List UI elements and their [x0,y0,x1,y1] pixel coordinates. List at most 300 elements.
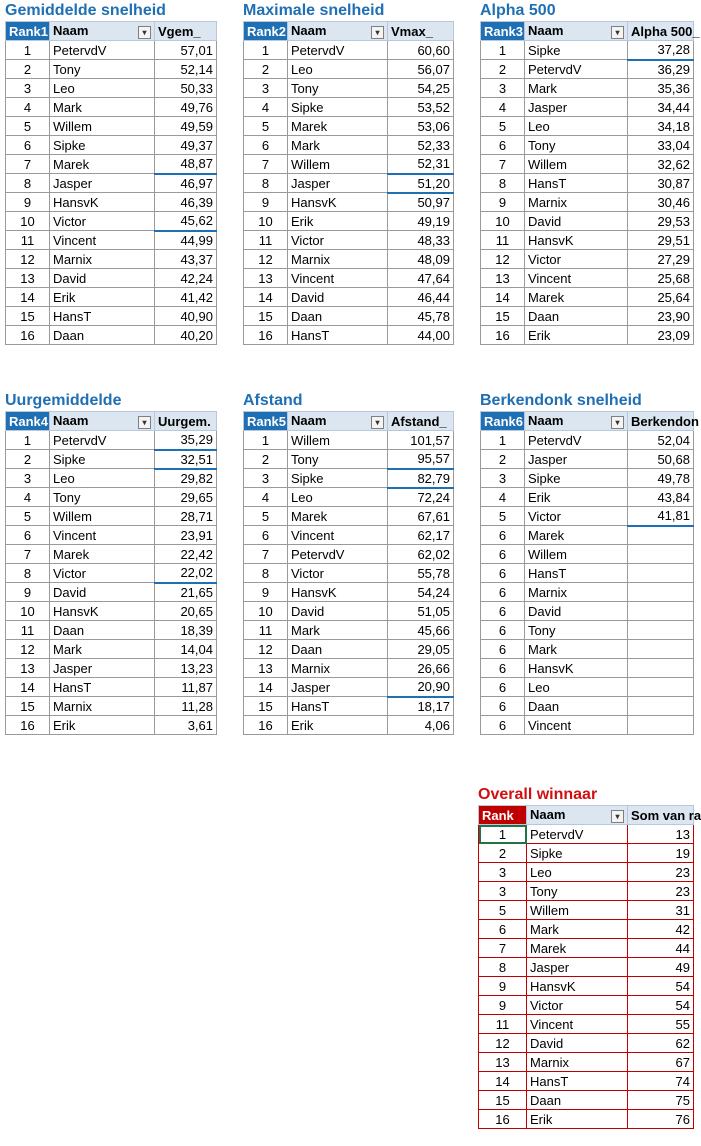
rank-cell[interactable]: 15 [481,307,525,326]
value-cell[interactable]: 35,29 [155,431,217,450]
name-cell[interactable]: PetervdV [525,431,628,450]
rank-cell[interactable]: 2 [6,450,50,469]
name-cell[interactable]: HansvK [50,193,155,212]
name-cell[interactable]: Marnix [50,250,155,269]
rank-cell[interactable]: 8 [6,174,50,193]
rank-cell[interactable]: 11 [479,1015,527,1034]
filter-sort-icon[interactable]: ▾ [611,26,624,39]
rank-cell[interactable]: 3 [481,469,525,488]
value-cell[interactable]: 49,78 [628,469,694,488]
value-cell[interactable]: 30,87 [628,174,694,193]
rank-cell[interactable]: 11 [6,231,50,250]
value-cell[interactable]: 55,78 [388,564,454,583]
value-cell[interactable] [628,583,694,602]
rank-cell[interactable]: 2 [481,60,525,79]
rank-cell[interactable]: 16 [244,326,288,345]
value-cell[interactable] [628,716,694,735]
name-cell[interactable]: Leo [288,60,388,79]
rank-header[interactable]: Rank1 [6,22,50,41]
value-cell[interactable]: 55 [628,1015,694,1034]
rank-cell[interactable]: 9 [244,583,288,602]
name-header[interactable] [50,22,155,41]
value-cell[interactable]: 50,33 [155,79,217,98]
filter-sort-icon[interactable]: ▾ [371,416,384,429]
rank-cell[interactable]: 14 [244,678,288,697]
rank-cell[interactable]: 2 [244,60,288,79]
name-cell[interactable]: Willem [288,155,388,174]
rank-header[interactable]: Rank5 [244,412,288,431]
value-header[interactable]: Som van ra [628,806,694,825]
rank-header[interactable]: Rank6 [481,412,525,431]
value-cell[interactable]: 49,19 [388,212,454,231]
rank-cell[interactable]: 9 [481,193,525,212]
name-cell[interactable]: Sipke [50,136,155,155]
value-cell[interactable]: 33,04 [628,136,694,155]
rank-cell[interactable]: 14 [244,288,288,307]
name-cell[interactable]: Erik [288,716,388,735]
rank-cell[interactable]: 12 [6,640,50,659]
value-cell[interactable]: 29,05 [388,640,454,659]
value-cell[interactable] [628,564,694,583]
value-header[interactable]: Vgem_ [155,22,217,41]
name-cell[interactable]: Mark [525,79,628,98]
name-cell[interactable]: Jasper [288,678,388,697]
value-cell[interactable]: 67 [628,1053,694,1072]
value-cell[interactable]: 53,06 [388,117,454,136]
value-cell[interactable] [628,602,694,621]
name-cell[interactable]: Vincent [525,269,628,288]
rank-cell[interactable]: 13 [6,659,50,678]
value-cell[interactable]: 62 [628,1034,694,1053]
name-cell[interactable]: Tony [288,450,388,469]
rank-cell[interactable]: 11 [244,621,288,640]
value-cell[interactable]: 60,60 [388,41,454,60]
name-cell[interactable]: David [50,583,155,602]
value-cell[interactable]: 20,65 [155,602,217,621]
name-header[interactable] [527,806,628,825]
filter-sort-icon[interactable]: ▾ [371,26,384,39]
name-cell[interactable]: Tony [527,882,628,901]
value-cell[interactable]: 23,09 [628,326,694,345]
value-cell[interactable]: 46,97 [155,174,217,193]
name-cell[interactable]: Daan [288,640,388,659]
rank-cell[interactable]: 4 [244,488,288,507]
rank-cell[interactable]: 7 [244,155,288,174]
name-cell[interactable]: Mark [527,920,628,939]
rank-cell[interactable]: 10 [6,212,50,231]
name-cell[interactable]: Sipke [288,98,388,117]
name-cell[interactable]: Tony [525,621,628,640]
rank-cell[interactable]: 9 [244,193,288,212]
rank-cell[interactable]: 12 [479,1034,527,1053]
value-cell[interactable]: 25,64 [628,288,694,307]
name-header[interactable] [525,22,628,41]
name-cell[interactable]: Daan [288,307,388,326]
rank-cell[interactable]: 6 [6,526,50,545]
rank-cell[interactable]: 4 [481,488,525,507]
name-cell[interactable]: Jasper [525,98,628,117]
rank-cell[interactable]: 14 [6,678,50,697]
rank-cell[interactable]: 2 [479,844,527,863]
value-cell[interactable]: 76 [628,1110,694,1129]
value-cell[interactable]: 95,57 [388,450,454,469]
filter-sort-icon[interactable]: ▾ [611,416,624,429]
value-cell[interactable] [628,697,694,716]
value-cell[interactable]: 13 [628,825,694,844]
rank-cell[interactable]: 6 [481,583,525,602]
value-cell[interactable]: 51,05 [388,602,454,621]
value-cell[interactable]: 62,02 [388,545,454,564]
rank-cell[interactable]: 11 [481,231,525,250]
rank-cell[interactable]: 13 [244,659,288,678]
value-cell[interactable]: 23,91 [155,526,217,545]
rank-cell[interactable]: 9 [6,583,50,602]
rank-header[interactable]: Rank3 [481,22,525,41]
name-cell[interactable]: Sipke [50,450,155,469]
value-cell[interactable] [628,545,694,564]
rank-cell[interactable]: 7 [244,545,288,564]
rank-cell[interactable]: 5 [244,507,288,526]
rank-cell[interactable]: 6 [481,545,525,564]
name-cell[interactable]: Marnix [525,583,628,602]
name-cell[interactable]: PetervdV [288,545,388,564]
rank-cell[interactable]: 16 [481,326,525,345]
value-cell[interactable]: 44,00 [388,326,454,345]
value-cell[interactable]: 72,24 [388,488,454,507]
value-cell[interactable]: 20,90 [388,678,454,697]
name-cell[interactable]: Marek [288,117,388,136]
value-cell[interactable]: 37,28 [628,41,694,60]
value-cell[interactable] [628,526,694,545]
value-cell[interactable]: 82,79 [388,469,454,488]
name-cell[interactable]: Jasper [50,659,155,678]
value-cell[interactable]: 45,78 [388,307,454,326]
rank-cell[interactable]: 6 [481,659,525,678]
name-cell[interactable]: Sipke [525,469,628,488]
rank-cell[interactable]: 12 [481,250,525,269]
rank-cell[interactable]: 6 [479,920,527,939]
rank-cell[interactable]: 5 [244,117,288,136]
rank-cell[interactable]: 3 [244,79,288,98]
name-cell[interactable]: Jasper [527,958,628,977]
rank-cell[interactable]: 4 [6,98,50,117]
name-cell[interactable]: Erik [525,326,628,345]
name-cell[interactable]: HansvK [527,977,628,996]
value-cell[interactable]: 23,90 [628,307,694,326]
name-cell[interactable]: Leo [525,678,628,697]
name-cell[interactable]: Victor [50,564,155,583]
rank-cell[interactable]: 3 [479,882,527,901]
rank-cell[interactable]: 8 [244,564,288,583]
value-cell[interactable]: 48,87 [155,155,217,174]
name-cell[interactable]: Vincent [525,716,628,735]
value-cell[interactable]: 49,59 [155,117,217,136]
rank-cell[interactable]: 5 [479,901,527,920]
value-cell[interactable]: 52,31 [388,155,454,174]
rank-cell[interactable]: 8 [481,174,525,193]
value-cell[interactable]: 75 [628,1091,694,1110]
value-cell[interactable]: 49,37 [155,136,217,155]
value-cell[interactable]: 11,87 [155,678,217,697]
rank-cell[interactable]: 1 [479,825,527,844]
name-cell[interactable]: HansvK [288,583,388,602]
name-cell[interactable]: Jasper [288,174,388,193]
value-cell[interactable]: 4,06 [388,716,454,735]
value-cell[interactable]: 41,81 [628,507,694,526]
name-cell[interactable]: Sipke [288,469,388,488]
rank-cell[interactable]: 6 [6,136,50,155]
value-cell[interactable]: 41,42 [155,288,217,307]
name-cell[interactable]: David [50,269,155,288]
name-cell[interactable]: Marnix [288,659,388,678]
value-cell[interactable]: 29,65 [155,488,217,507]
rank-cell[interactable]: 10 [244,602,288,621]
name-cell[interactable]: HansvK [525,231,628,250]
filter-sort-icon[interactable]: ▾ [611,810,624,823]
name-cell[interactable]: David [288,602,388,621]
name-cell[interactable]: Vincent [288,526,388,545]
value-cell[interactable]: 40,90 [155,307,217,326]
value-cell[interactable]: 56,07 [388,60,454,79]
name-cell[interactable]: Vincent [50,526,155,545]
rank-cell[interactable]: 16 [6,326,50,345]
rank-cell[interactable]: 9 [479,977,527,996]
value-cell[interactable]: 47,64 [388,269,454,288]
name-cell[interactable]: Leo [527,863,628,882]
value-cell[interactable]: 52,14 [155,60,217,79]
rank-cell[interactable]: 6 [481,716,525,735]
rank-cell[interactable]: 13 [244,269,288,288]
name-cell[interactable]: HansT [50,678,155,697]
name-cell[interactable]: HansT [525,174,628,193]
name-cell[interactable]: HansvK [288,193,388,212]
name-cell[interactable]: Mark [288,621,388,640]
name-cell[interactable]: Jasper [525,450,628,469]
rank-cell[interactable]: 6 [481,526,525,545]
rank-cell[interactable]: 2 [244,450,288,469]
rank-cell[interactable]: 8 [6,564,50,583]
rank-cell[interactable]: 10 [6,602,50,621]
name-cell[interactable]: Willem [527,901,628,920]
value-cell[interactable]: 52,33 [388,136,454,155]
value-cell[interactable]: 62,17 [388,526,454,545]
value-cell[interactable]: 3,61 [155,716,217,735]
name-header[interactable] [288,22,388,41]
name-cell[interactable]: Marnix [50,697,155,716]
name-header[interactable] [288,412,388,431]
value-cell[interactable]: 46,39 [155,193,217,212]
value-cell[interactable]: 19 [628,844,694,863]
rank-cell[interactable]: 11 [6,621,50,640]
rank-cell[interactable]: 2 [481,450,525,469]
value-cell[interactable] [628,678,694,697]
rank-cell[interactable]: 1 [244,41,288,60]
name-cell[interactable]: Marnix [525,193,628,212]
value-cell[interactable]: 18,39 [155,621,217,640]
rank-cell[interactable]: 15 [244,307,288,326]
value-cell[interactable]: 44,99 [155,231,217,250]
value-cell[interactable]: 29,51 [628,231,694,250]
value-cell[interactable]: 49,76 [155,98,217,117]
value-header[interactable]: Vmax_ [388,22,454,41]
value-cell[interactable]: 31 [628,901,694,920]
name-cell[interactable]: HansT [527,1072,628,1091]
name-cell[interactable]: PetervdV [50,431,155,450]
name-cell[interactable]: Erik [527,1110,628,1129]
value-cell[interactable]: 32,62 [628,155,694,174]
rank-header[interactable]: Rank2 [244,22,288,41]
rank-cell[interactable]: 3 [6,79,50,98]
value-cell[interactable]: 14,04 [155,640,217,659]
name-cell[interactable]: Vincent [288,269,388,288]
rank-cell[interactable]: 7 [6,545,50,564]
name-cell[interactable]: Marek [288,507,388,526]
name-cell[interactable]: Victor [288,231,388,250]
value-cell[interactable]: 44 [628,939,694,958]
name-cell[interactable]: Daan [50,326,155,345]
name-cell[interactable]: Daan [525,697,628,716]
value-cell[interactable]: 23 [628,863,694,882]
value-cell[interactable]: 45,62 [155,212,217,231]
value-cell[interactable]: 26,66 [388,659,454,678]
value-cell[interactable]: 29,82 [155,469,217,488]
rank-cell[interactable]: 5 [6,507,50,526]
rank-cell[interactable]: 13 [479,1053,527,1072]
name-cell[interactable]: Tony [50,60,155,79]
rank-cell[interactable]: 7 [6,155,50,174]
name-header[interactable] [525,412,628,431]
value-cell[interactable]: 28,71 [155,507,217,526]
value-cell[interactable]: 52,04 [628,431,694,450]
value-cell[interactable] [628,640,694,659]
name-cell[interactable]: HansT [525,564,628,583]
value-cell[interactable]: 54 [628,977,694,996]
value-cell[interactable] [628,659,694,678]
name-cell[interactable]: Victor [50,212,155,231]
name-cell[interactable]: Leo [288,488,388,507]
rank-cell[interactable]: 1 [481,431,525,450]
value-cell[interactable]: 36,29 [628,60,694,79]
name-cell[interactable]: David [288,288,388,307]
value-cell[interactable]: 18,17 [388,697,454,716]
value-cell[interactable]: 42,24 [155,269,217,288]
name-cell[interactable]: David [525,212,628,231]
name-cell[interactable]: Daan [50,621,155,640]
rank-cell[interactable]: 5 [481,507,525,526]
rank-cell[interactable]: 15 [6,307,50,326]
name-cell[interactable]: Tony [50,488,155,507]
name-cell[interactable]: Leo [525,117,628,136]
name-cell[interactable]: Willem [50,507,155,526]
rank-cell[interactable]: 16 [244,716,288,735]
name-cell[interactable]: HansvK [525,659,628,678]
name-cell[interactable]: Sipke [527,844,628,863]
rank-cell[interactable]: 10 [244,212,288,231]
value-cell[interactable] [628,621,694,640]
name-cell[interactable]: Marek [527,939,628,958]
name-cell[interactable]: PetervdV [525,60,628,79]
value-cell[interactable]: 34,44 [628,98,694,117]
value-cell[interactable]: 21,65 [155,583,217,602]
value-cell[interactable]: 101,57 [388,431,454,450]
value-cell[interactable]: 43,37 [155,250,217,269]
value-cell[interactable]: 11,28 [155,697,217,716]
name-cell[interactable]: Erik [525,488,628,507]
value-cell[interactable]: 49 [628,958,694,977]
value-header[interactable]: Berkendon [628,412,694,431]
rank-cell[interactable]: 1 [6,41,50,60]
name-cell[interactable]: Willem [525,545,628,564]
value-cell[interactable]: 30,46 [628,193,694,212]
rank-cell[interactable]: 14 [6,288,50,307]
rank-cell[interactable]: 6 [481,136,525,155]
rank-cell[interactable]: 5 [6,117,50,136]
name-cell[interactable]: Erik [50,716,155,735]
name-cell[interactable]: Tony [525,136,628,155]
rank-cell[interactable]: 4 [244,98,288,117]
rank-cell[interactable]: 12 [244,250,288,269]
value-cell[interactable]: 46,44 [388,288,454,307]
rank-header[interactable]: Rank4 [6,412,50,431]
value-cell[interactable]: 50,97 [388,193,454,212]
value-cell[interactable]: 40,20 [155,326,217,345]
rank-cell[interactable]: 11 [244,231,288,250]
rank-cell[interactable]: 9 [6,193,50,212]
rank-cell[interactable]: 9 [479,996,527,1015]
name-cell[interactable]: Victor [527,996,628,1015]
rank-cell[interactable]: 16 [6,716,50,735]
name-cell[interactable]: Marek [50,155,155,174]
name-cell[interactable]: PetervdV [50,41,155,60]
rank-cell[interactable]: 8 [479,958,527,977]
rank-cell[interactable]: 1 [6,431,50,450]
rank-cell[interactable]: 6 [481,602,525,621]
rank-cell[interactable]: 10 [481,212,525,231]
name-cell[interactable]: Tony [288,79,388,98]
name-cell[interactable]: Erik [288,212,388,231]
rank-cell[interactable]: 6 [244,526,288,545]
value-cell[interactable]: 22,02 [155,564,217,583]
rank-cell[interactable]: 3 [481,79,525,98]
name-cell[interactable]: HansT [288,697,388,716]
rank-cell[interactable]: 8 [244,174,288,193]
name-cell[interactable]: Sipke [525,41,628,60]
value-header[interactable]: Uurgem. [155,412,217,431]
rank-cell[interactable]: 13 [6,269,50,288]
rank-cell[interactable]: 5 [481,117,525,136]
rank-cell[interactable]: 3 [479,863,527,882]
rank-cell[interactable]: 3 [244,469,288,488]
value-cell[interactable]: 29,53 [628,212,694,231]
rank-cell[interactable]: 13 [481,269,525,288]
name-cell[interactable]: PetervdV [527,825,628,844]
name-cell[interactable]: Vincent [527,1015,628,1034]
rank-cell[interactable]: 4 [6,488,50,507]
rank-cell[interactable]: 14 [479,1072,527,1091]
value-cell[interactable]: 32,51 [155,450,217,469]
value-cell[interactable]: 25,68 [628,269,694,288]
rank-cell[interactable]: 6 [481,564,525,583]
rank-header[interactable]: Rank [479,806,527,825]
rank-cell[interactable]: 3 [6,469,50,488]
name-cell[interactable]: Willem [525,155,628,174]
value-cell[interactable]: 42 [628,920,694,939]
name-cell[interactable]: Marnix [527,1053,628,1072]
value-cell[interactable]: 27,29 [628,250,694,269]
rank-cell[interactable]: 16 [479,1110,527,1129]
name-cell[interactable]: Marek [525,288,628,307]
rank-cell[interactable]: 12 [244,640,288,659]
